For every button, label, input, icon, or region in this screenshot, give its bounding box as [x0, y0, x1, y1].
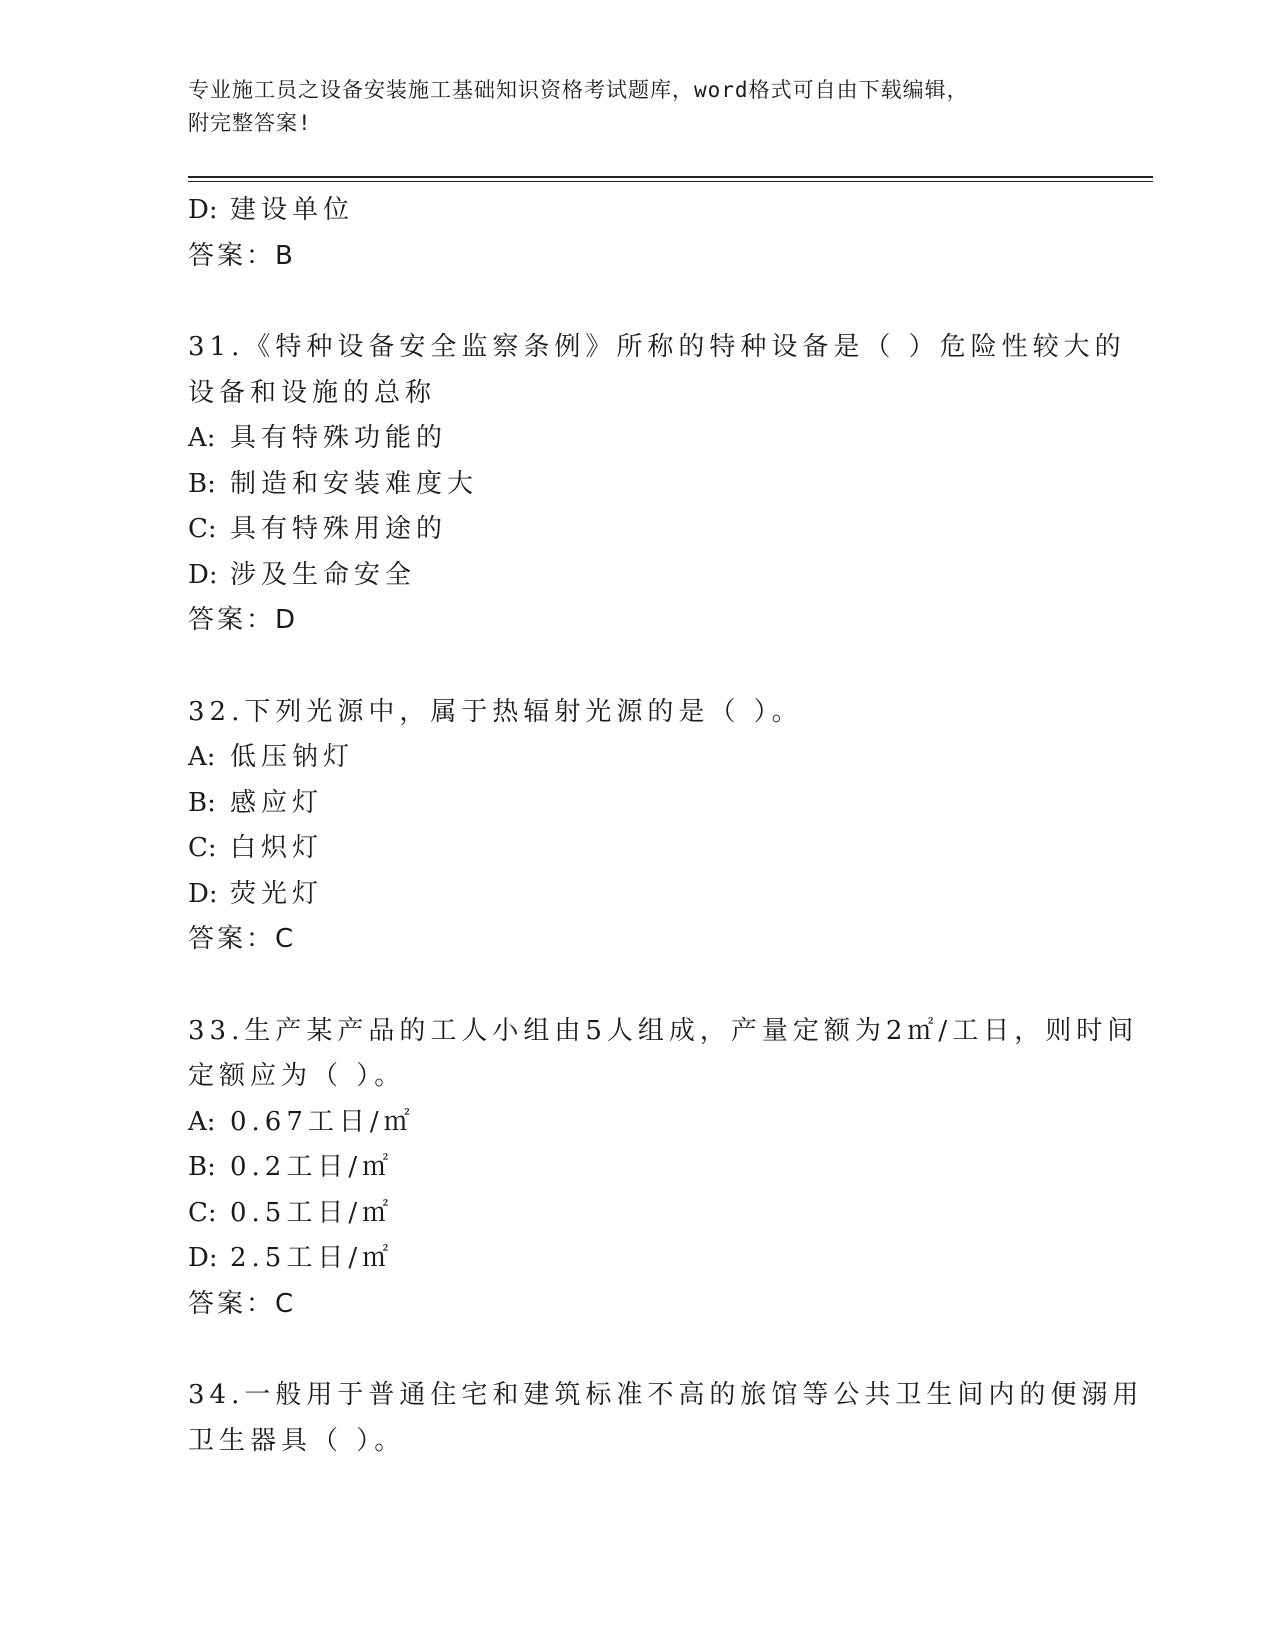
- question-stem-line: 定额应为（ ）。: [188, 1061, 406, 1091]
- option-key: D:: [188, 195, 218, 225]
- question-stem-line: 32.下列光源中，属于热辐射光源的是（ ）。: [188, 696, 803, 727]
- option-text: 具有特殊功能的: [230, 423, 448, 453]
- option-line: [188, 826, 1088, 872]
- option-key: D:: [188, 878, 218, 909]
- option-text: 2.5工日/㎡: [230, 1243, 394, 1273]
- option-line: [188, 553, 1088, 599]
- option-text: 白炽灯: [230, 833, 324, 863]
- option-line: [188, 735, 1088, 781]
- question-spacer: [188, 1327, 1088, 1373]
- option-line: [188, 781, 1088, 827]
- option-key: C:: [188, 833, 217, 863]
- option-text: 感应灯: [230, 787, 324, 818]
- option-key: D:: [188, 1243, 218, 1273]
- option-line: [188, 188, 1088, 234]
- option-line: [188, 462, 1088, 508]
- document-header: [188, 74, 1068, 140]
- option-text: 0.5工日/㎡: [230, 1197, 394, 1228]
- question-block: [188, 1373, 1144, 1464]
- question-stem-line: 卫生器具（ ）。: [188, 1425, 406, 1456]
- option-line: [188, 1145, 1088, 1191]
- header-line-2: 附完整答案!: [188, 111, 312, 135]
- question-block: [188, 325, 1126, 644]
- option-line: [188, 507, 1088, 553]
- header-line-1: 专业施工员之设备安装施工基础知识资格考试题库，word格式可自由下载编辑，: [188, 78, 969, 102]
- option-key: A:: [188, 742, 216, 772]
- option-text: 低压钠灯: [230, 742, 355, 772]
- option-line: [188, 1191, 1088, 1237]
- option-text: 0.2工日/㎡: [230, 1152, 394, 1182]
- option-key: B:: [188, 1152, 216, 1182]
- option-key: A:: [188, 423, 216, 453]
- option-text: 0.67工日/㎡: [230, 1106, 415, 1137]
- question-list: [188, 188, 1144, 1464]
- option-line: [188, 1236, 1088, 1282]
- answer-line: 答案：C: [188, 1288, 297, 1319]
- question-stem-line: 34.一般用于普通住宅和建筑标准不高的旅馆等公共卫生间内的便溺用: [188, 1380, 1144, 1410]
- question-tail: [188, 188, 1088, 279]
- option-text: 荧光灯: [230, 878, 324, 909]
- answer-line: 答案：B: [188, 240, 296, 271]
- question-block: [188, 690, 1088, 963]
- question-spacer: [188, 963, 1088, 1009]
- option-text: 涉及生命安全: [230, 559, 417, 590]
- answer-line: 答案：D: [188, 605, 299, 635]
- question-stem-line: 33.生产某产品的工人小组由5人组成，产量定额为2㎡/工日，则时间: [188, 1015, 1139, 1046]
- question-stem-line: 设备和设施的总称: [188, 377, 437, 408]
- option-line: [188, 872, 1088, 918]
- header-divider-thick: [188, 176, 1153, 178]
- question-spacer: [188, 279, 1088, 325]
- question-stem-line: 31.《特种设备安全监察条例》所称的特种设备是（ ）危险性较大的: [188, 332, 1126, 362]
- option-line: [188, 416, 1088, 462]
- document-page: [188, 0, 1153, 1650]
- option-key: D:: [188, 559, 218, 590]
- option-key: C:: [188, 514, 217, 544]
- option-text: 具有特殊用途的: [230, 514, 448, 544]
- question-block: [188, 1009, 1139, 1328]
- question-spacer: [188, 644, 1088, 690]
- option-key: C:: [188, 1197, 217, 1228]
- option-line: [188, 1100, 1088, 1146]
- answer-line: 答案：C: [188, 924, 297, 954]
- header-divider-thin: [188, 181, 1153, 182]
- option-key: B:: [188, 787, 216, 818]
- option-key: B:: [188, 468, 216, 499]
- option-text: 制造和安装难度大: [230, 468, 479, 499]
- option-key: A:: [188, 1106, 216, 1137]
- option-text: 建设单位: [230, 195, 355, 225]
